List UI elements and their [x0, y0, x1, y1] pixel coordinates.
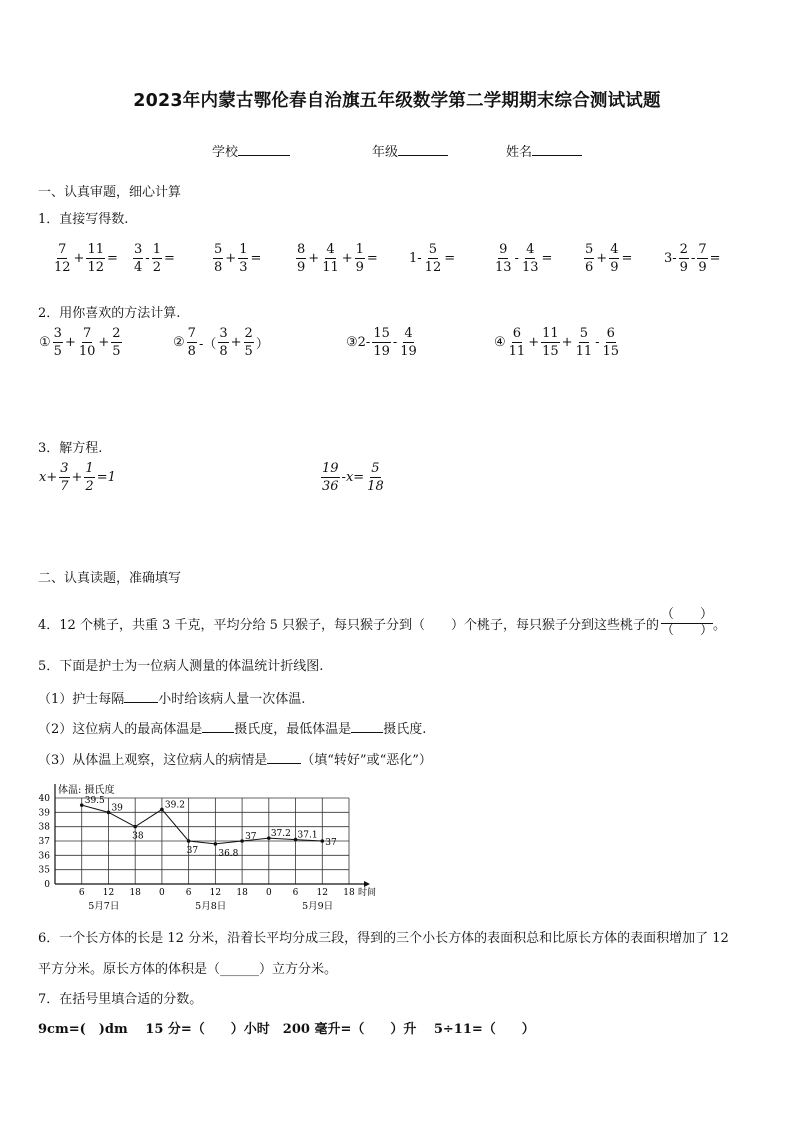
numerator: 4 — [326, 242, 335, 257]
grade-field — [372, 141, 448, 160]
denominator: 5 — [112, 344, 121, 359]
fraction — [508, 327, 527, 358]
fraction — [218, 327, 228, 358]
data-label: 39.5 — [84, 796, 105, 807]
denominator: 7 — [60, 479, 69, 494]
q5-sub2-a: （2）这位病人的最高体温是 — [38, 722, 203, 737]
y-axis-label: 体温: 摄氏度 — [58, 785, 115, 796]
y-tick-label: 40 — [38, 794, 50, 804]
denominator: 2 — [152, 260, 161, 275]
numerator: 3 — [219, 326, 228, 341]
denominator: 15 — [542, 344, 559, 359]
denominator: 3 — [239, 260, 248, 275]
y-tick-label: 36 — [38, 851, 50, 862]
grade-label: 年级 — [372, 145, 399, 160]
operator: = — [541, 251, 553, 266]
q4-text: 4．12 个桃子，共重 3 千克，平均分给 5 只猴子，每只猴子分到（ ）个桃子，每只猴子分到这些桃子的 — [38, 617, 660, 633]
data-label: 37 — [186, 846, 199, 856]
fraction — [399, 327, 418, 358]
operator: - — [690, 251, 696, 266]
operator: + — [596, 251, 608, 266]
fraction — [424, 243, 443, 274]
denominator: 4 — [134, 260, 143, 275]
operator: + — [341, 251, 353, 266]
denominator: 11 — [322, 260, 339, 275]
denominator: 9 — [698, 260, 707, 275]
day-label: 5月8日 — [195, 901, 227, 912]
fraction — [321, 462, 340, 493]
q2-expression — [172, 327, 270, 358]
q1-expression — [408, 243, 456, 274]
operator: = — [621, 251, 633, 266]
q4-frac-top: （ ） — [661, 608, 713, 624]
numerator: 2 — [679, 242, 688, 257]
fraction — [575, 327, 594, 358]
denominator: 11 — [575, 344, 593, 359]
numerator: 3 — [134, 242, 143, 257]
q4-fraction-blank[interactable] — [661, 608, 713, 639]
denominator: 9 — [679, 260, 688, 275]
fraction — [213, 243, 223, 274]
denominator: 12 — [54, 260, 71, 275]
fraction — [679, 243, 689, 274]
operator: + — [230, 335, 242, 350]
q5-sub2-blank2[interactable] — [351, 732, 383, 733]
section-1-heading: 一、认真审题，细心计算 — [38, 185, 182, 200]
numerator: 1 — [239, 242, 248, 257]
q1-expression — [663, 243, 722, 274]
school-label: 学校 — [212, 145, 239, 160]
fraction — [244, 327, 254, 358]
operator: -（ — [198, 337, 217, 352]
operator: - — [595, 335, 600, 350]
operator: = — [163, 251, 175, 266]
numerator: 1 — [355, 242, 364, 257]
operator: x+ — [39, 470, 58, 485]
data-label: 39.2 — [164, 800, 185, 811]
operator: - — [145, 251, 150, 266]
operator: ③2- — [346, 335, 371, 350]
data-point — [320, 839, 324, 843]
data-label: 37.2 — [270, 829, 291, 840]
fraction — [296, 243, 306, 274]
fraction — [78, 327, 97, 358]
y-tick-label: 0 — [44, 880, 50, 890]
fraction — [187, 327, 197, 358]
q2-expression — [345, 327, 419, 358]
data-point — [80, 803, 84, 807]
x-tick-label: 12 — [316, 888, 328, 898]
denominator: 13 — [495, 260, 512, 275]
denominator: 12 — [424, 260, 442, 275]
data-point — [160, 808, 164, 812]
q2-label: 2．用你喜欢的方法计算. — [38, 306, 181, 321]
denominator: 6 — [585, 260, 594, 275]
denominator: 36 — [322, 479, 339, 494]
numerator: 7 — [82, 326, 92, 341]
data-label: 39 — [111, 803, 123, 814]
school-field — [212, 141, 290, 160]
q1-expression — [583, 243, 633, 274]
fraction — [152, 243, 162, 274]
denominator: 13 — [521, 260, 539, 275]
numerator: 1 — [85, 461, 94, 476]
denominator: 12 — [87, 260, 104, 275]
fraction — [355, 243, 365, 274]
operator: 1- — [409, 251, 422, 266]
x-tick-label: 12 — [209, 888, 222, 898]
denominator: 9 — [297, 260, 306, 275]
fraction — [584, 243, 594, 274]
numerator: 5 — [371, 461, 380, 476]
operator: = — [444, 251, 456, 266]
data-label: 37.1 — [297, 830, 318, 841]
denominator: 5 — [53, 344, 62, 359]
x-tick-label: 0 — [265, 888, 272, 898]
operator: = — [709, 251, 721, 266]
numerator: 9 — [499, 242, 508, 257]
denominator: 8 — [214, 260, 223, 275]
data-label: 37 — [325, 838, 337, 848]
q1-expression — [132, 243, 176, 274]
denominator: 15 — [602, 344, 620, 359]
numerator: 5 — [585, 242, 594, 257]
numerator: 19 — [322, 461, 339, 476]
numerator: 8 — [297, 242, 306, 257]
x-tick-label: 18 — [343, 888, 355, 898]
y-tick-label: 37 — [38, 837, 50, 847]
day-label: 5月9日 — [302, 901, 334, 912]
fraction — [697, 243, 707, 274]
q5-sub2-c: 摄氏度. — [383, 722, 427, 737]
operator: + — [64, 335, 76, 350]
section-2-heading: 二、认真读题，准确填写 — [38, 571, 182, 586]
q4-end: 。 — [713, 617, 727, 633]
q5-sub3 — [38, 749, 432, 768]
numerator: 5 — [214, 242, 223, 257]
x-axis-label: 时间 — [358, 888, 377, 898]
name-field — [506, 141, 582, 160]
numerator: 2 — [244, 326, 253, 341]
fraction — [521, 243, 540, 274]
operator: + — [528, 335, 540, 350]
numerator: 15 — [373, 326, 390, 341]
denominator: 8 — [187, 344, 196, 359]
numerator: 3 — [53, 326, 62, 341]
operator: - — [514, 251, 519, 266]
q2-expression — [38, 327, 123, 358]
operator: 3- — [664, 251, 677, 266]
q4-frac-bottom: （ ） — [661, 623, 714, 639]
numerator: 4 — [526, 242, 535, 257]
data-point — [187, 839, 191, 843]
operator: + — [71, 470, 83, 485]
q4 — [38, 608, 726, 639]
q5-label: 5．下面是护士为一位病人测量的体温统计折线图. — [38, 659, 324, 674]
q5-sub1-b: 小时给该病人量一次体温. — [158, 692, 306, 707]
fraction — [494, 243, 513, 274]
numerator: 2 — [112, 326, 121, 341]
numerator: 6 — [512, 326, 522, 341]
x-tick-label: 6 — [292, 888, 299, 898]
denominator: 11 — [508, 344, 526, 359]
data-point — [107, 811, 111, 815]
x-axis-arrow — [364, 881, 370, 887]
numerator: 7 — [58, 242, 67, 257]
x-tick-label: 12 — [102, 888, 115, 898]
operator: = — [366, 251, 378, 266]
q7-label: 7．在括号里填合适的分数。 — [38, 992, 203, 1007]
data-point — [214, 842, 218, 846]
q1-expression — [295, 243, 379, 274]
school-blank[interactable] — [238, 143, 290, 156]
grade-blank[interactable] — [398, 143, 448, 156]
numerator: 7 — [698, 242, 707, 257]
numerator: 4 — [404, 326, 413, 341]
denominator: 19 — [373, 344, 390, 359]
numerator: 4 — [610, 242, 619, 257]
q1-label: 1．直接写得数. — [38, 212, 129, 227]
q5-sub2-b: 摄氏度，最低体温是 — [234, 722, 352, 737]
denominator: 9 — [355, 260, 364, 275]
denominator: 5 — [244, 344, 253, 359]
numerator: 11 — [87, 242, 104, 257]
q1-expression — [212, 243, 262, 274]
q5-sub3-blank[interactable] — [267, 763, 301, 764]
temperature-line-chart — [28, 780, 388, 912]
denominator: 19 — [400, 344, 417, 359]
q3-equation — [320, 462, 386, 493]
q1-expression — [52, 243, 119, 274]
operator: ） — [255, 337, 269, 352]
x-tick-label: 0 — [159, 888, 165, 898]
numerator: 5 — [579, 326, 588, 341]
operator: + — [308, 251, 320, 266]
name-label: 姓名 — [506, 145, 533, 160]
name-blank[interactable] — [532, 143, 582, 156]
operator: ① — [39, 335, 51, 350]
q6-line2: 平方分米。原长方体的体积是（______）立方分米。 — [38, 962, 338, 977]
operator: - — [392, 335, 398, 350]
x-tick-label: 6 — [185, 888, 192, 898]
page-title: 2023年内蒙古鄂伦春自治旗五年级数学第二学期期末综合测试试题 — [133, 91, 661, 111]
q5-sub2 — [38, 718, 426, 737]
operator: -x= — [341, 470, 365, 485]
numerator: 6 — [606, 326, 615, 341]
fraction — [602, 327, 621, 358]
data-point — [240, 839, 244, 843]
denominator: 8 — [219, 344, 228, 359]
fraction — [609, 243, 619, 274]
fraction — [84, 462, 94, 493]
numerator: 7 — [187, 326, 196, 341]
denominator: 2 — [85, 479, 94, 494]
day-label: 5月7日 — [88, 901, 120, 912]
q5-sub3-a: （3）从体温上观察，这位病人的病情是 — [38, 753, 268, 768]
fraction — [53, 327, 63, 358]
q5-sub1-blank[interactable] — [124, 702, 158, 703]
denominator: 9 — [610, 260, 619, 275]
data-label: 38 — [132, 831, 144, 842]
data-label: 37 — [245, 832, 257, 842]
q5-sub3-b: （填“转好”或“恶化”） — [301, 753, 432, 768]
numerator: 5 — [428, 242, 438, 257]
denominator: 10 — [78, 344, 96, 359]
numerator: 11 — [542, 326, 559, 341]
operator: ④ — [494, 335, 506, 350]
q3-equation — [38, 462, 117, 493]
fraction — [541, 327, 560, 358]
operator: =1 — [96, 470, 116, 485]
numerator: 1 — [152, 242, 161, 257]
y-tick-label: 38 — [38, 822, 50, 833]
x-tick-label: 18 — [236, 888, 248, 898]
fraction — [133, 243, 143, 274]
data-point — [133, 825, 137, 829]
q5-sub1-a: （1）护士每隔 — [38, 692, 125, 707]
fraction — [53, 243, 72, 274]
numerator: 3 — [60, 461, 69, 476]
operator: + — [225, 251, 237, 266]
operator: + — [561, 335, 573, 350]
q5-sub1 — [38, 688, 305, 707]
fraction — [111, 327, 121, 358]
fraction — [366, 462, 385, 493]
fraction — [321, 243, 340, 274]
y-tick-label: 35 — [38, 865, 50, 876]
q5-sub2-blank1[interactable] — [202, 732, 234, 733]
x-tick-label: 6 — [78, 888, 85, 898]
fraction — [59, 462, 69, 493]
q7-line: 9cm=( )dm 15 分=（ ）小时 200 毫升=（ ）升 5÷11=（ ） — [38, 1022, 535, 1037]
fraction — [238, 243, 248, 274]
denominator: 18 — [367, 479, 384, 494]
operator: = — [107, 251, 118, 266]
y-tick-label: 39 — [38, 808, 50, 819]
q6-line1: 6．一个长方体的长是 12 分米，沿着长平均分成三段，得到的三个小长方体的表面积总和比原长方体的表面积增加了 12 — [38, 931, 729, 946]
operator: ② — [173, 335, 185, 350]
q3-label: 3．解方程. — [38, 441, 103, 456]
operator: + — [73, 251, 85, 266]
q1-expression — [493, 243, 553, 274]
data-label: 36.8 — [218, 848, 239, 859]
operator: + — [98, 335, 110, 350]
fraction — [372, 327, 391, 358]
x-tick-label: 18 — [129, 888, 141, 898]
q2-expression — [493, 327, 621, 358]
fraction — [86, 243, 105, 274]
operator: = — [250, 251, 262, 266]
